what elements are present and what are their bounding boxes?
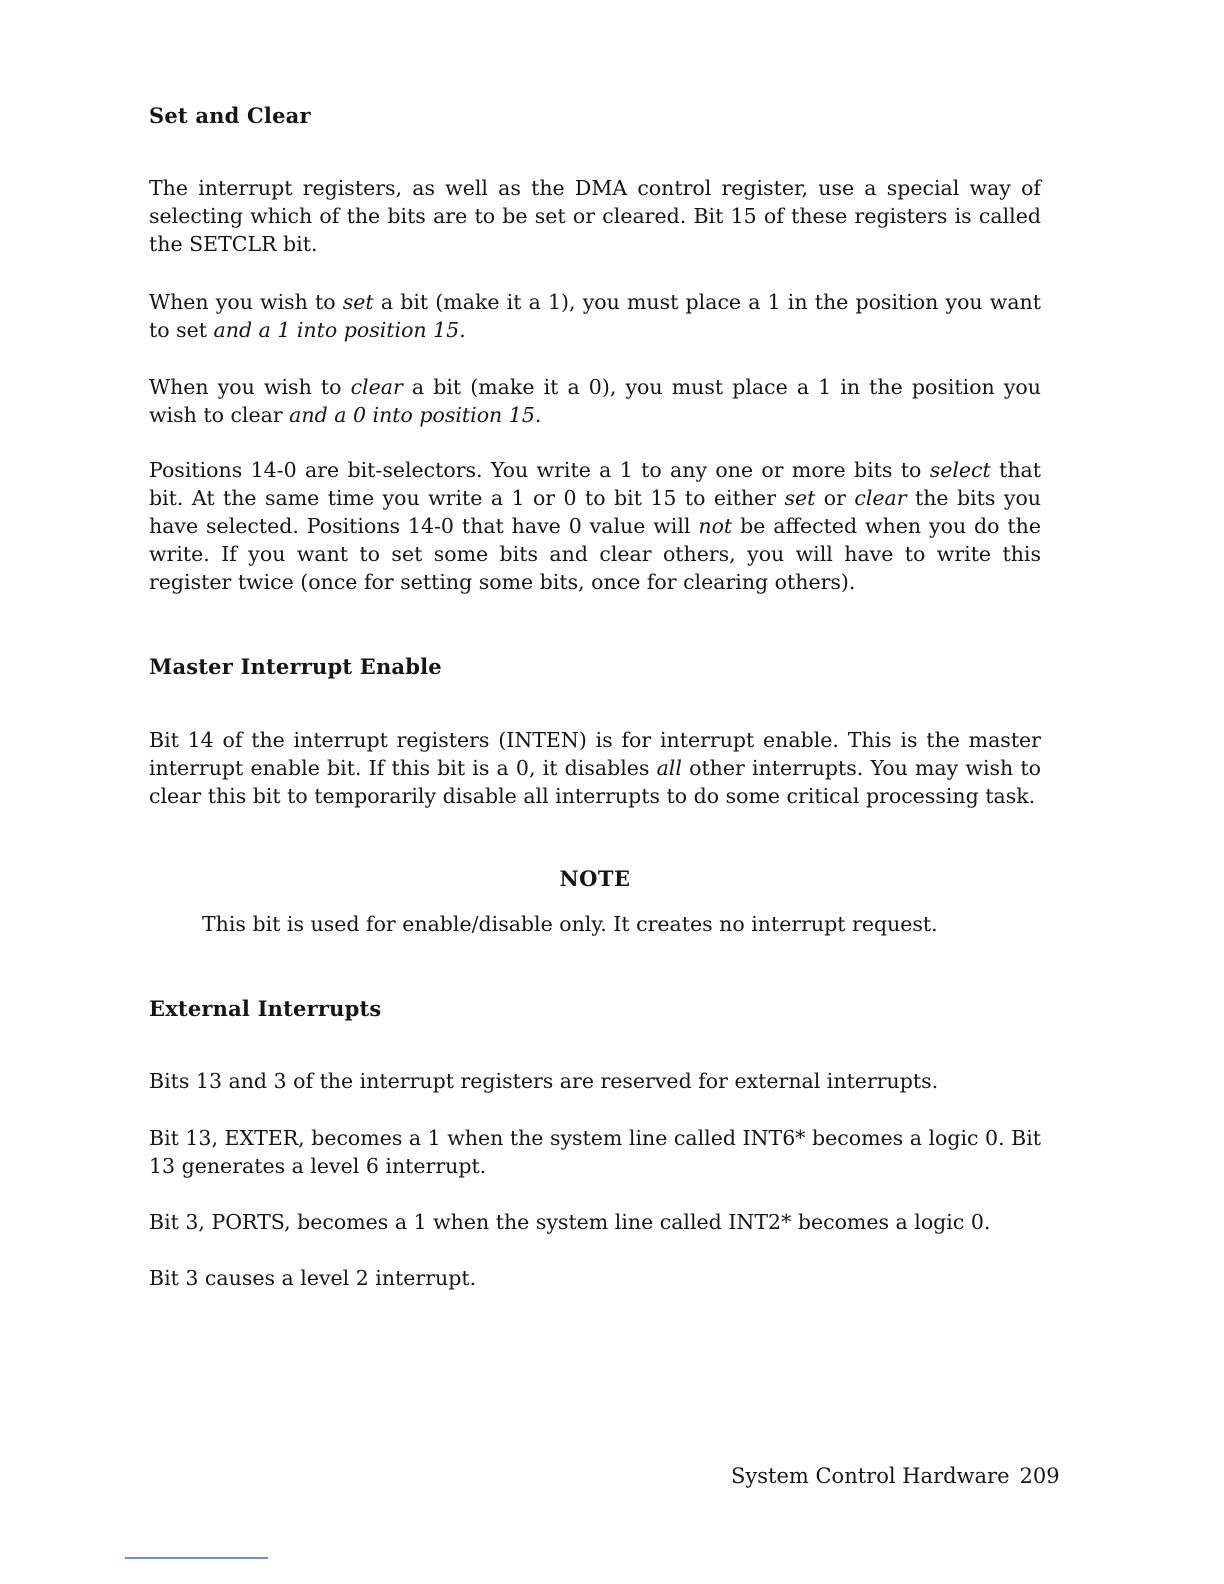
paragraph-clear-bit xyxy=(149,373,1048,429)
footer-title: System Control Hardware xyxy=(731,1464,1010,1488)
emphasis-clear: clear xyxy=(350,375,403,399)
footer-rule xyxy=(125,1557,268,1559)
emphasis-all: all xyxy=(656,756,682,780)
heading-set-and-clear: Set and Clear xyxy=(149,103,311,128)
paragraph-setclr-intro: The interrupt registers, as well as the DMA control register, use a special way of selecting which of the bits are to be set or cleared. Bit 15 of these registers is called the SETCLR bit. xyxy=(149,176,1041,256)
paragraph-level-2: Bit 3 causes a level 2 interrupt. xyxy=(149,1266,477,1290)
emphasis-position-15: and a 0 into position 15. xyxy=(289,403,542,427)
text-segment: When you wish to xyxy=(149,375,351,399)
text-segment: other interrupts. You may wish to clear this bit to temporarily disable all interrupts to do some critical processing task. xyxy=(149,756,1048,808)
note-title: NOTE xyxy=(559,866,631,891)
paragraph-inten xyxy=(149,726,1048,810)
emphasis-set: set xyxy=(784,486,816,510)
text-segment: When you wish to xyxy=(149,290,343,314)
paragraph-ports: Bit 3, PORTS, becomes a 1 when the system line called INT2* becomes a logic 0. xyxy=(149,1210,991,1234)
note-text: This bit is used for enable/disable only. It creates no interrupt request. xyxy=(202,912,938,936)
emphasis-clear: clear xyxy=(854,486,907,510)
text-segment: the bits you have selected. Positions 14-0 that have 0 value will xyxy=(149,486,1048,538)
text-segment: Positions 14-0 are bit-selectors. You write a 1 to any one or more bits to xyxy=(149,458,930,482)
text-segment: that bit. At the same time you write a 1 or 0 to bit 15 to either xyxy=(149,458,1048,510)
heading-master-interrupt-enable: Master Interrupt Enable xyxy=(149,654,442,679)
emphasis-set: set xyxy=(342,290,374,314)
emphasis-position-15: and a 1 into position 15. xyxy=(213,318,466,342)
text-segment: or xyxy=(815,486,855,510)
heading-external-interrupts: External Interrupts xyxy=(149,996,382,1021)
emphasis-not: not xyxy=(698,514,733,538)
paragraph-bit-selectors xyxy=(149,456,1048,596)
page-number: 209 xyxy=(1019,1464,1060,1488)
page-footer xyxy=(731,1464,1060,1488)
paragraph-exter: Bit 13, EXTER, becomes a 1 when the system line called INT6* becomes a logic 0. Bit 13 generates a level 6 interrupt. xyxy=(149,1126,1041,1178)
text-segment: a bit (make it a 1), you must place a 1 in the position you want to set xyxy=(149,290,1048,342)
paragraph-set-bit xyxy=(149,288,1048,344)
emphasis-select: select xyxy=(929,458,991,482)
paragraph-reserved-bits: Bits 13 and 3 of the interrupt registers are reserved for external interrupts. xyxy=(149,1069,939,1093)
text-segment: be affected when you do the write. If you want to set some bits and clear others, you will have to write this register twice (once for setting some bits, once for clearing others). xyxy=(149,514,1048,594)
text-segment: Bit 14 of the interrupt registers (INTEN) is for interrupt enable. This is the master interrupt enable bit. If this bit is a 0, it disables xyxy=(149,728,1048,780)
text-segment: a bit (make it a 0), you must place a 1 in the position you wish to clear xyxy=(149,375,1048,427)
